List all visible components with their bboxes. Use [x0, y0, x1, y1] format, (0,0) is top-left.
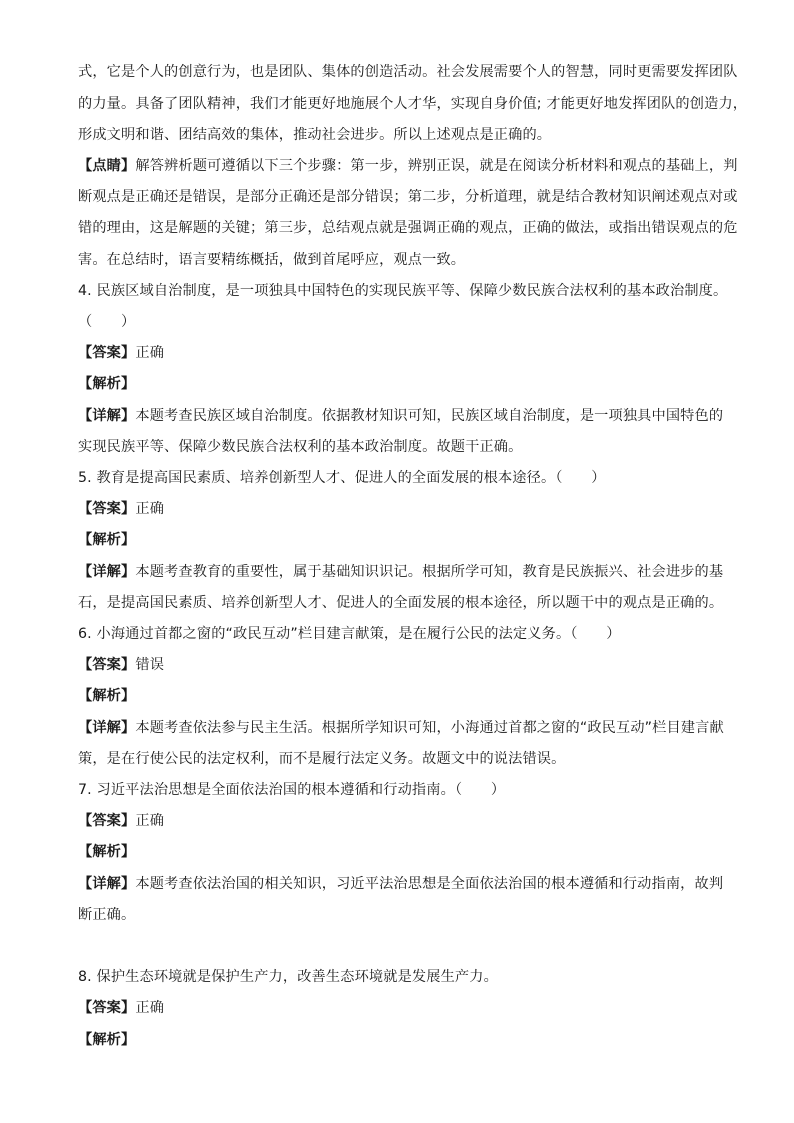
analysis-heading: 【解析】 [78, 1032, 136, 1048]
question-8: 8. 保护生态环境就是保护生产力，改善生态环境就是发展生产力。 [78, 969, 498, 985]
detail-paragraph: 【详解】本题考查依法治国的相关知识，习近平法治思想是全面依法治国的根本遵循和行动指南，故判 [78, 876, 724, 892]
analysis-heading: 【解析】 [78, 376, 136, 392]
text-line: 实现民族平等、保障少数民族合法权利的基本政治制度。故题干正确。 [78, 439, 523, 455]
analysis-heading: 【解析】 [78, 532, 136, 548]
tip-paragraph: 【点睛】解答辨析题可遵循以下三个步骤：第一步，辨别正误，就是在阅读分析材料和观点的基础上，判 [78, 158, 738, 174]
text-line: 式，它是个人的创意行为，也是团队、集体的创造活动。社会发展需要个人的智慧，同时更需要发挥团队 [78, 64, 738, 80]
analysis-heading: 【解析】 [78, 844, 136, 860]
text-line: 断正确。 [78, 907, 136, 923]
answer-line: 【答案】正确 [78, 813, 165, 829]
question-7: 7. 习近平法治思想是全面依法治国的根本遵循和行动指南。（ ） [78, 782, 506, 798]
text-line: 害。在总结时，语言要精练概括，做到首尾呼应，观点一致。 [78, 252, 466, 268]
analysis-heading: 【解析】 [78, 688, 136, 704]
answer-blank: （ ） [78, 314, 136, 330]
text-line: 断观点是正确还是错误，是部分正确还是部分错误；第二步，分析道理，就是结合教材知识阐述观点对或 [78, 189, 738, 205]
answer-line: 【答案】正确 [78, 1000, 165, 1016]
text-line: 的力量。具备了团队精神，我们才能更好地施展个人才华，实现自身价值; 才能更好地发挥团队的创造力， [78, 96, 748, 112]
text-line: 形成文明和谐、团结高效的集体，推动社会进步。所以上述观点是正确的。 [78, 127, 552, 143]
text-line: 石，是提高国民素质、培养创新型人才、促进人的全面发展的根本途径，所以题干中的观点是正确的。 [78, 595, 724, 611]
question-5: 5. 教育是提高国民素质、培养创新型人才、促进人的全面发展的根本途径。（ ） [78, 470, 606, 486]
text-line: 错的理由，这是解题的关键；第三步，总结观点就是强调正确的观点，正确的做法，或指出错误观点的危 [78, 220, 738, 236]
question-6: 6. 小海通过首都之窗的“政民互动”栏目建言献策，是在履行公民的法定义务。（ ） [78, 626, 621, 642]
tip-tag: 【点睛】 [78, 158, 136, 174]
answer-line: 【答案】正确 [78, 345, 165, 361]
answer-line: 【答案】错误 [78, 657, 165, 673]
detail-paragraph: 【详解】本题考查民族区域自治制度。依据教材知识可知，民族区域自治制度，是一项独具中国特色的 [78, 408, 724, 424]
answer-line: 【答案】正确 [78, 501, 165, 517]
detail-paragraph: 【详解】本题考查教育的重要性，属于基础知识识记。根据所学可知，教育是民族振兴、社会进步的基 [78, 564, 724, 580]
detail-paragraph: 【详解】本题考查依法参与民主生活。根据所学知识可知，小海通过首都之窗的“政民互动”栏目建言献 [78, 720, 724, 736]
question-4: 4. 民族区域自治制度，是一项独具中国特色的实现民族平等、保障少数民族合法权利的基本政治制度。 [78, 283, 728, 299]
text-line: 策，是在行使公民的法定权利，而不是履行法定义务。故题文中的说法错误。 [78, 751, 566, 767]
